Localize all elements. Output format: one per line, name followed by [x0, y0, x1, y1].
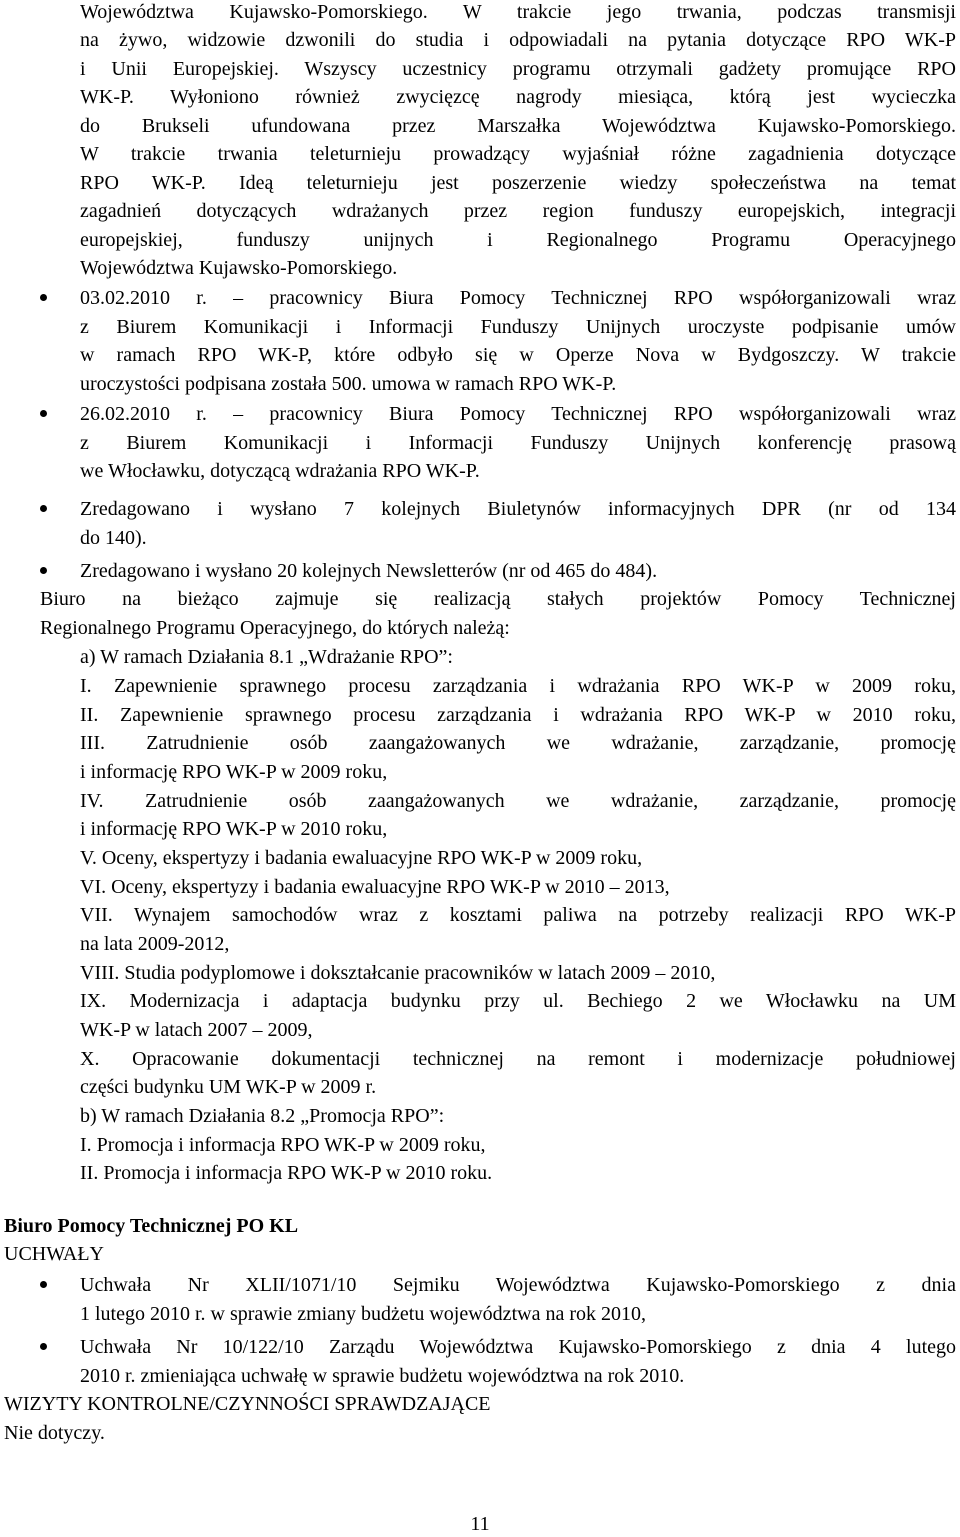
subsection-heading: WIZYTY KONTROLNE/CZYNNOŚCI SPRAWDZAJĄCE: [4, 1393, 491, 1415]
subsection-heading: UCHWAŁY: [4, 1243, 104, 1265]
list-item: IV. Zatrudnienie osób zaangażowanych we wdrażanie, zarządzanie, promocję: [80, 790, 956, 812]
section-heading: Biuro Pomocy Technicznej PO KL: [4, 1215, 299, 1237]
list-item: X. Opracowanie dokumentacji technicznej na remont i modernizacje południowej: [80, 1048, 956, 1070]
bullet-icon: [40, 410, 47, 417]
bullet-icon: [40, 294, 47, 301]
paragraph-line: europejskiej, funduszy unijnych i Regionalnego Programu Operacyjnego: [80, 229, 956, 251]
list-item: uroczystości podpisana została 500. umowa w ramach RPO WK-P.: [80, 373, 617, 395]
list-item: na lata 2009-2012,: [80, 933, 230, 955]
section-label: a) W ramach Działania 8.1 „Wdrażanie RPO”:: [80, 646, 453, 668]
paragraph-line: W trakcie trwania teleturnieju prowadzący wyjaśniał różne zagadnienia dotyczące: [80, 143, 956, 165]
list-item: 03.02.2010 r. – pracownicy Biura Pomocy Technicznej RPO współorganizowali wraz: [80, 287, 956, 309]
list-item: z Biurem Komunikacji i Informacji Funduszy Unijnych konferencję prasową: [80, 432, 956, 454]
list-item: Uchwała Nr XLII/1071/10 Sejmiku Województwa Kujawsko-Pomorskiego z dnia: [80, 1274, 956, 1296]
list-item: do 140).: [80, 527, 147, 549]
list-item: i informację RPO WK-P w 2010 roku,: [80, 818, 388, 840]
section-label: b) W ramach Działania 8.2 „Promocja RPO”:: [80, 1105, 445, 1127]
list-item: i informację RPO WK-P w 2009 roku,: [80, 761, 388, 783]
bullet-icon: [40, 505, 47, 512]
page-number: 11: [470, 1513, 490, 1535]
paragraph-line: Województwa Kujawsko-Pomorskiego.: [80, 257, 398, 279]
paragraph-line: RPO WK-P. Ideą teleturnieju jest poszerzenie wiedzy społeczeństwa na temat: [80, 172, 956, 194]
paragraph-line: WK-P. Wyłoniono również zwycięzcę nagrody miesiąca, którą jest wycieczka: [80, 86, 956, 108]
list-item: I. Promocja i informacja RPO WK-P w 2009 roku,: [80, 1134, 486, 1156]
list-item: w ramach RPO WK-P, które odbyło się w Operze Nova w Bydgoszczy. W trakcie: [80, 344, 956, 366]
list-item: części budynku UM WK-P w 2009 r.: [80, 1076, 377, 1098]
list-item: III. Zatrudnienie osób zaangażowanych we wdrażanie, zarządzanie, promocję: [80, 732, 956, 754]
paragraph-line: na żywo, widzowie dzwonili do studia i odpowiadali na pytania dotyczące RPO WK-P: [80, 29, 956, 51]
bullet-icon: [40, 1343, 47, 1350]
bullet-icon: [40, 1281, 47, 1288]
list-item: I. Zapewnienie sprawnego procesu zarządzania i wdrażania RPO WK-P w 2009 roku,: [80, 675, 956, 697]
paragraph-line: Biuro na bieżąco zajmuje się realizacją stałych projektów Pomocy Technicznej: [40, 588, 956, 610]
list-item: we Włocławku, dotyczącą wdrażania RPO WK-P.: [80, 460, 480, 482]
list-item: II. Promocja i informacja RPO WK-P w 2010 roku.: [80, 1162, 493, 1184]
bullet-icon: [40, 567, 47, 574]
list-item: VIII. Studia podyplomowe i dokształcanie pracowników w latach 2009 – 2010,: [80, 962, 716, 984]
list-item: VI. Oceny, ekspertyzy i badania ewaluacyjne RPO WK-P w 2010 – 2013,: [80, 876, 670, 898]
paragraph-line: Województwa Kujawsko-Pomorskiego. W trakcie jego trwania, podczas transmisji: [80, 1, 956, 23]
list-item: II. Zapewnienie sprawnego procesu zarządzania i wdrażania RPO WK-P w 2010 roku,: [80, 704, 956, 726]
list-item: z Biurem Komunikacji i Informacji Funduszy Unijnych uroczyste podpisanie umów: [80, 316, 956, 338]
list-item: WK-P w latach 2007 – 2009,: [80, 1019, 313, 1041]
list-item: 1 lutego 2010 r. w sprawie zmiany budżetu województwa na rok 2010,: [80, 1303, 646, 1325]
list-item: IX. Modernizacja i adaptacja budynku przy ul. Bechiego 2 we Włocławku na UM: [80, 990, 956, 1012]
paragraph-line: do Brukseli ufundowana przez Marszałka Województwa Kujawsko-Pomorskiego.: [80, 115, 956, 137]
list-item: 26.02.2010 r. – pracownicy Biura Pomocy Technicznej RPO współorganizowali wraz: [80, 403, 956, 425]
list-item: Zredagowano i wysłano 20 kolejnych Newsletterów (nr od 465 do 484).: [80, 560, 658, 582]
list-item: Uchwała Nr 10/122/10 Zarządu Województwa Kujawsko-Pomorskiego z dnia 4 lutego: [80, 1336, 956, 1358]
list-item: 2010 r. zmieniająca uchwałę w sprawie budżetu województwa na rok 2010.: [80, 1365, 685, 1387]
paragraph-line: i Unii Europejskiej. Wszyscy uczestnicy programu otrzymali gadżety promujące RPO: [80, 58, 956, 80]
list-item: Zredagowano i wysłano 7 kolejnych Biuletynów informacyjnych DPR (nr od 134: [80, 498, 956, 520]
list-item: V. Oceny, ekspertyzy i badania ewaluacyjne RPO WK-P w 2009 roku,: [80, 847, 643, 869]
paragraph-line: zagadnień dotyczących wdrażanych przez region funduszy europejskich, integracji: [80, 200, 956, 222]
list-item: VII. Wynajem samochodów wraz z kosztami paliwa na potrzeby realizacji RPO WK-P: [80, 904, 956, 926]
paragraph-line: Nie dotyczy.: [4, 1422, 105, 1444]
paragraph-line: Regionalnego Programu Operacyjnego, do których należą:: [40, 617, 510, 639]
